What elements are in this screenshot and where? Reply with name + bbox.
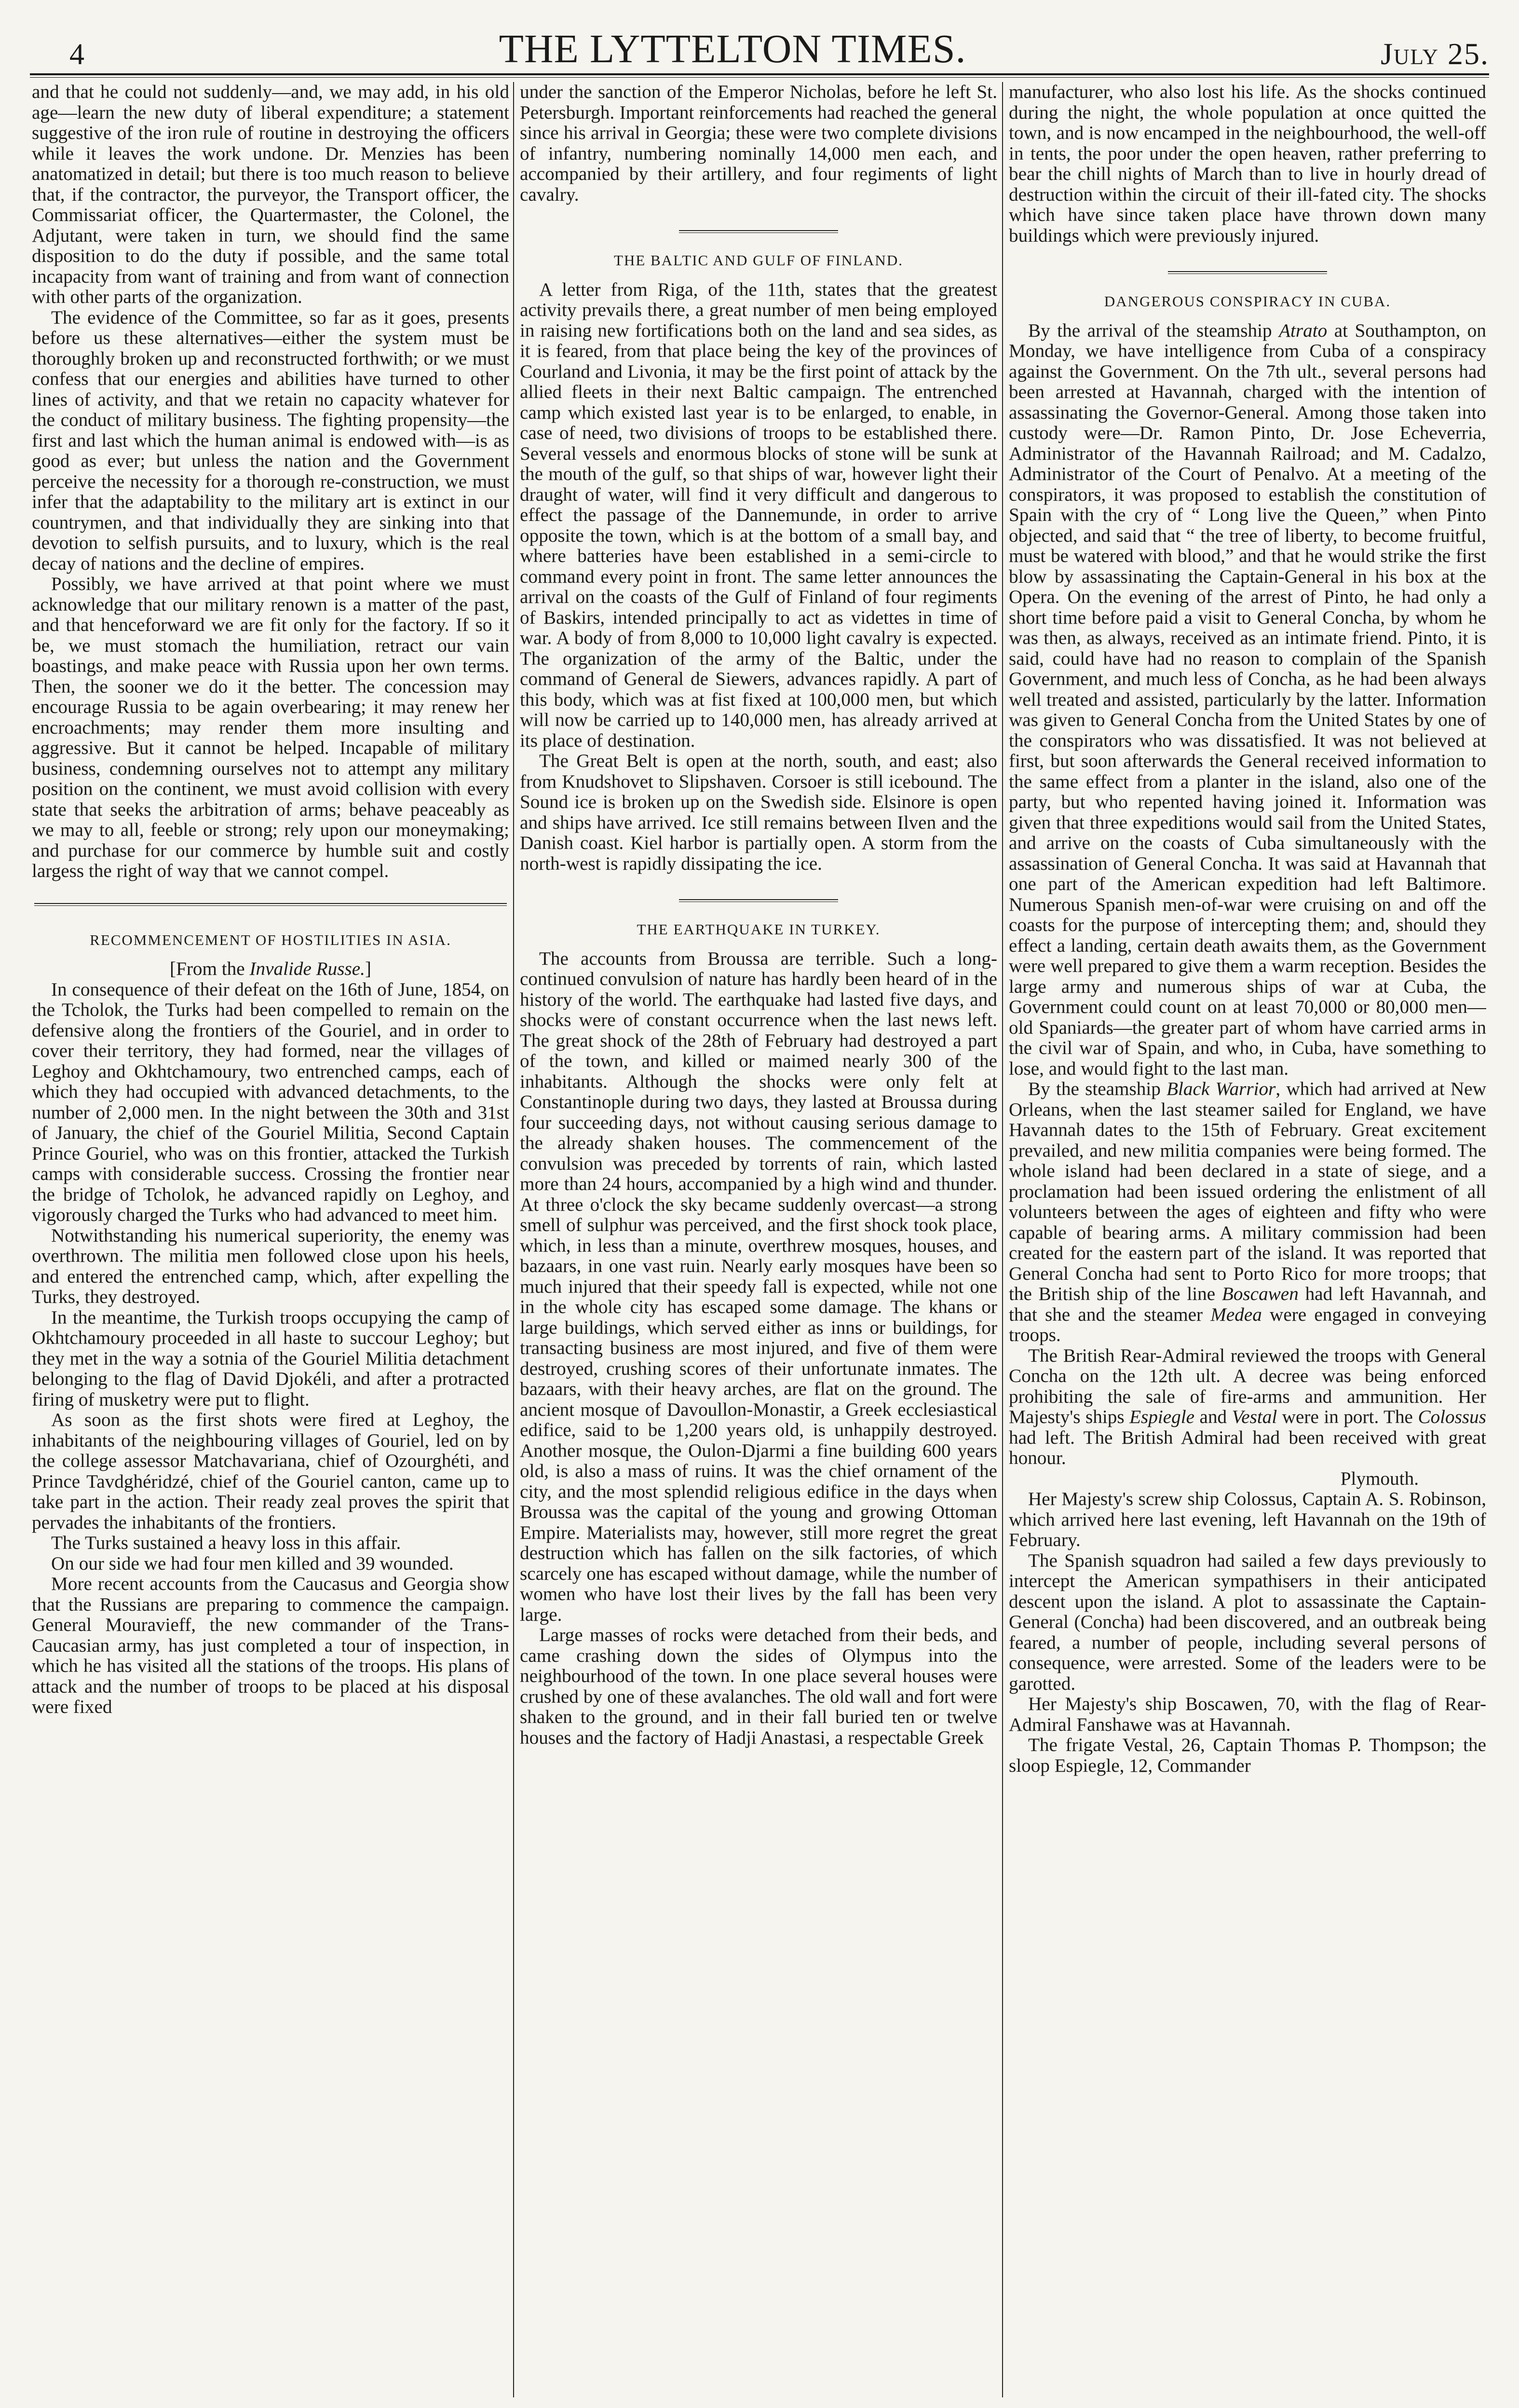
article-heading: RECOMMENCEMENT OF HOSTILITIES IN ASIA. <box>90 931 451 948</box>
section-rule <box>1168 271 1327 274</box>
column-3 <box>1009 82 1486 2397</box>
column-divider <box>1002 82 1003 2397</box>
article-heading: THE BALTIC AND GULF OF FINLAND. <box>614 252 903 269</box>
page-number: 4 <box>69 38 84 71</box>
newspaper-title: THE LYTTELTON TIMES. <box>499 27 966 71</box>
article-paragraph: More recent accounts from the Caucasus and Georgia show that the Russians are preparing to commence the campaign. General Mouravieff, the new commander of the Trans-Caucasian army, has just completed a tour of inspection, in which he has visited all the stations of the troops. His plans of attack and the number of troops to be placed at his disposal were fixed <box>32 1573 509 1717</box>
article-paragraph: In the meantime, the Turkish troops occupying the camp of Okhtchamoury proceeded in all haste to succour Leghoy; but they met in the way a sotnia of the Gouriel Militia detachment belonging to the flag of David Djokéli, and after a protracted firing of musketry were put to flight. <box>32 1307 509 1410</box>
article-paragraph: By the arrival of the steamship Atrato at Southampton, on Monday, we have intelligence from Cuba of a conspiracy against the Government. On the 7th ult., several persons had been arrested at Havannah, charged with the intention of assassinating the Governor-General. Among those taken into custody were—Dr. Ramon Pinto, Dr. Jose Echeverria, Administrator of the Havannah Railroad; and M. Cadalzo, Administrator of the Court of Penalvo. At a meeting of the conspirators, it was proposed to establish the constitution of Spain with the cry of “ Long live the Queen,” when Pinto objected, and said that “ the tree of liberty, to become fruitful, must be watered with blood,” and that he would strike the first blow by assassinating the Captain-General in his box at the Opera. On the evening of the arrest of Pinto, he had only a short time before paid a visit to General Concha, by whom he was then, as always, received as an intimate friend. Pinto, it is said, could have had no reason to complain of the Spanish Government, and much less of Concha, as he had been always well treated and assisted, particularly by the latter. Information was given to General Concha from the United States by one of the conspirators who was dissatisfied. It was not believed at first, but soon afterwards the General received information to the same effect from a planter in the island, also one of the party, but who repented having joined it. Information was given that three expeditions would sail from the United States, and arrive on the coasts of Cuba simultaneously with the assassination of General Concha. It was said at Havannah that one part of the American expedition had left Baltimore. Numerous Spanish men-of-war were cruising on and off the coasts for the purpose of intercepting them; and, should they effect a landing, certain death awaits them, as the Government were well prepared to give them a warm reception. Besides the large army and numerous ships of war at Cuba, the Government could count on at least 70,000 or 80,000 men—old Spaniards—the greater part of whom have carried arms in the civil war of Spain, and who, in Cuba, have something to lose, and would fight to the last man. <box>1009 320 1486 1079</box>
article-paragraph: The British Rear-Admiral reviewed the troops with General Concha on the 12th ult. A decree was being enforced prohibiting the sale of fire-arms and ammunition. Her Majesty's ships Espiegle and Vestal were in port. The Colossus had left. The British Admiral had been received with great honour. <box>1009 1345 1486 1468</box>
article-paragraph: The accounts from Broussa are terrible. Such a long-continued convulsion of nature has hardly been heard of in the history of the world. The earthquake had lasted five days, and shocks were of constant occurrence when the last news left. The great shock of the 28th of February had destroyed a part of the town, and killed or maimed nearly 300 of the inhabitants. Although the shocks were only felt at Constantinople during two days, they lasted at Broussa during four succeeding days, not without causing serious damage to the already shaken houses. The commencement of the convulsion was preceded by torrents of rain, which lasted more than 24 hours, accompanied by a high wind and thunder. At three o'clock the sky became suddenly overcast—a strong smell of sulphur was perceived, and the first shock took place, which, in less than a minute, overthrew mosques, houses, and bazaars, in one vast ruin. Nearly early mosques have been so much injured that their speedy fall is expected, while not one in the whole city has escaped some damage. The khans or large buildings, which served either as inns or buildings, for transacting business are most injured, and five of them were destroyed, crushing scores of their unfortunate inmates. The bazaars, with their heavy arches, are flat on the ground. The ancient mosque of Davoullon-Monastir, a Greek ecclesiastical edifice, said to be 1,200 years old, is unhappily destroyed. Another mosque, the Oulon-Djarmi a fine building 600 years old, is also a mass of ruins. It was the chief ornament of the city, and the most splendid religious edifice in the days when Broussa was the capital of the young and growing Ottoman Empire. Materialists may, however, still more regret the great destruction which has fallen on the silk factories, of which scarcely one has escaped without damage, while the number of women who have lost their lives by the fall has been very large. <box>520 948 997 1625</box>
article-paragraph: The Great Belt is open at the north, south, and east; also from Knudshovet to Slipshaven. Corsoer is still icebound. The Sound ice is broken up on the Swedish side. Elsinore is open and ships have arrived. Ice still remains between Ilven and the Danish coast. Kiel harbor is partially open. A storm from the north-west is rapidly dissipating the ice. <box>520 751 997 874</box>
column-divider <box>513 82 514 2397</box>
masthead-rule <box>30 73 1489 78</box>
section-rule <box>34 903 507 906</box>
article-paragraph: The frigate Vestal, 26, Captain Thomas P. Thompson; the sloop Espiegle, 12, Commander <box>1009 1735 1486 1776</box>
article-heading: DANGEROUS CONSPIRACY IN CUBA. <box>1104 293 1391 310</box>
article-paragraph: In consequence of their defeat on the 16th of June, 1854, on the Tcholok, the Turks had been compelled to remain on the defensive along the frontiers of the Gouriel, and in order to cover their territory, they had formed, near the villages of Leghoy and Okhtchamoury, two entrenched camps, each of which they had occupied with advanced detachments, to the number of 2,000 men. In the night between the 30th and 31st of January, the chief of the Gouriel Militia, Second Captain Prince Gouriel, who was on this frontier, attacked the Turkish camps with considerable success. Crossing the frontier near the bridge of Tcholok, he advanced rapidly on Leghoy, and vigorously charged the Turks who had advanced to meet him. <box>32 979 509 1225</box>
article-heading: THE EARTHQUAKE IN TURKEY. <box>637 921 881 938</box>
article-paragraph: Notwithstanding his numerical superiority, the enemy was overthrown. The militia men followed close upon his heels, and entered the entrenched camp, which, after expelling the Turks, they destroyed. <box>32 1225 509 1307</box>
article-paragraph: The Turks sustained a heavy loss in this affair. <box>51 1532 401 1553</box>
article-paragraph: Large masses of rocks were detached from their beds, and came crashing down the sides of Olympus into the neighbourhood of the town. In one place several houses were crushed by one of these avalanches. The old wall and fort were shaken to the ground, and in their fall buried ten or twelve houses and the factory of Hadji Anastasi, a respectable Greek <box>520 1625 997 1748</box>
article-paragraph: On our side we had four men killed and 39 wounded. <box>51 1553 454 1574</box>
article-paragraph: Possibly, we have arrived at that point where we must acknowledge that our military renown is a matter of the past, and that henceforward we are fit only for the factory. If so it be, we must stomach the humiliation, retract our vain boastings, and make peace with Russia upon her own terms. Then, the sooner we do it the better. The concession may encourage Russia to be again overbearing; it may renew her encroachments; may render them more insulting and aggressive. But it cannot be helped. Incapable of military business, condemning ourselves not to attempt any military position on the continent, we must avoid collision with every state that seeks the arbitration of arms; behave peaceably as we may to all, feeble or strong; rely upon our moneymaking; and purchase for our commerce by humble suit and costly largess the right of way that we cannot compel. <box>32 574 509 881</box>
issue-date: July 25. <box>1381 37 1489 71</box>
dateline: Plymouth. <box>1340 1468 1419 1489</box>
article-paragraph: By the steamship Black Warrior, which had arrived at New Orleans, when the last steamer sailed for England, we have Havannah dates to the 15th of February. Great excitement prevailed, and new militia companies were being formed. The whole island had been declared in a state of siege, and a proclamation had been issued ordering the enlistment of all volunteers between the ages of eighteen and fifty who were capable of bearing arms. A military commission had been created for the eastern part of the island. It was reported that General Concha had sent to Porto Rico for more troops; that the British ship of the line Boscawen had left Havannah, and that she and the steamer Medea were engaged in conveying troops. <box>1009 1079 1486 1345</box>
column-1 <box>32 82 509 2397</box>
section-rule <box>679 230 838 233</box>
article-paragraph: As soon as the first shots were fired at Leghoy, the inhabitants of the neighbouring villages of Gouriel, led on by the college assessor Matchavariana, chief of Ozourghéti, and Prince Tavdghéridzé, chief of the Gouriel canton, came up to take part in the action. Their ready zeal proves the spirit that pervades the inhabitants of the frontiers. <box>32 1409 509 1533</box>
article-paragraph: manufacturer, who also lost his life. As the shocks continued during the night, the whole population at once quitted the town, and is now encamped in the neighbourhood, the well-off in tents, the poor under the open heaven, rather preferring to bear the chill nights of March than to live in hourly dread of destruction within the circuit of their ill-fated city. The shocks which have since taken place have thrown down many buildings which were previously injured. <box>1009 82 1486 246</box>
article-source: [From the Invalide Russe.] <box>170 958 371 979</box>
article-paragraph: A letter from Riga, of the 11th, states that the greatest activity prevails there, a great number of men being employed in raising new fortifications both on the land and sea sides, as it is feared, from that place being the key of the provinces of Courland and Livonia, it may be the first point of attack by the allied fleets in their next Baltic campaign. The entrenched camp which existed last year is to be enlarged, to enable, in case of need, two divisions of troops to be established there. Several vessels and enormous blocks of stone will be sunk at the mouth of the gulf, so that ships of war, however light their draught of water, will find it very difficult and dangerous to effect the passage of the Dannemunde, in order to arrive opposite the town, which is at the bottom of a small bay, and where batteries have been established in a semi-circle to command every point in front. The same letter announces the arrival on the coasts of the Gulf of Finland of four regiments of Baskirs, intended principally to act as videttes in time of war. A body of from 8,000 to 10,000 light cavalry is expected. The organization of the army of the Baltic, under the command of General de Siewers, advances rapidly. A part of this body, which was at fist fixed at 100,000 men, but which will now be carried up to 140,000 men, has already arrived at its place of destination. <box>520 279 997 751</box>
article-paragraph: and that he could not suddenly—and, we may add, in his old age—learn the new duty of liberal expenditure; a statement suggestive of the iron rule of routine in destroying the officers while it leaves the work undone. Dr. Menzies has been anatomatized in detail; but there is too much reason to believe that, if the contractor, the purveyor, the Transport officer, the Commissariat officer, the Quartermaster, the Colonel, the Adjutant, were taken in turn, we should find the same disposition to do the duty if possible, and the same total incapacity from want of training and from want of connection with other parts of the organization. <box>32 82 509 307</box>
article-paragraph: Her Majesty's screw ship Colossus, Captain A. S. Robinson, which arrived here last evening, left Havannah on the 19th of February. <box>1009 1489 1486 1550</box>
masthead <box>30 28 1489 69</box>
article-paragraph: The evidence of the Committee, so far as it goes, presents before us these alternatives—either the system must be thoroughly broken up and reconstructed forthwith; or we must confess that our energies and abilities have turned to other lines of activity, and that we retain no capacity whatever for the conduct of military business. The fighting propensity—the first and last which the human animal is endowed with—is as good as ever; but unless the nation and the Government perceive the necessity for a thorough re-construction, we must infer that the adaptability to the military art is extinct in our countrymen, and that individually they are sinking into that devotion to selfish pursuits, and to luxury, which is the real decay of nations and the decline of empires. <box>32 307 509 574</box>
column-2 <box>520 82 997 2397</box>
section-rule <box>679 899 838 902</box>
article-paragraph: The Spanish squadron had sailed a few days previously to intercept the American sympathisers in their anticipated descent upon the island. A plot to assassinate the Captain-General (Concha) had been discovered, and an outbreak being feared, a number of people, including several persons of consequence, were arrested. Some of the leaders were to be garotted. <box>1009 1550 1486 1694</box>
article-paragraph: under the sanction of the Emperor Nicholas, before he left St. Petersburgh. Important reinforcements had reached the general since his arrival in Georgia; these were two complete divisions of infantry, numbering nominally 14,000 men each, and accompanied by their artillery, and four regiments of light cavalry. <box>520 82 997 205</box>
article-paragraph: Her Majesty's ship Boscawen, 70, with the flag of Rear-Admiral Fanshawe was at Havannah. <box>1009 1694 1486 1735</box>
